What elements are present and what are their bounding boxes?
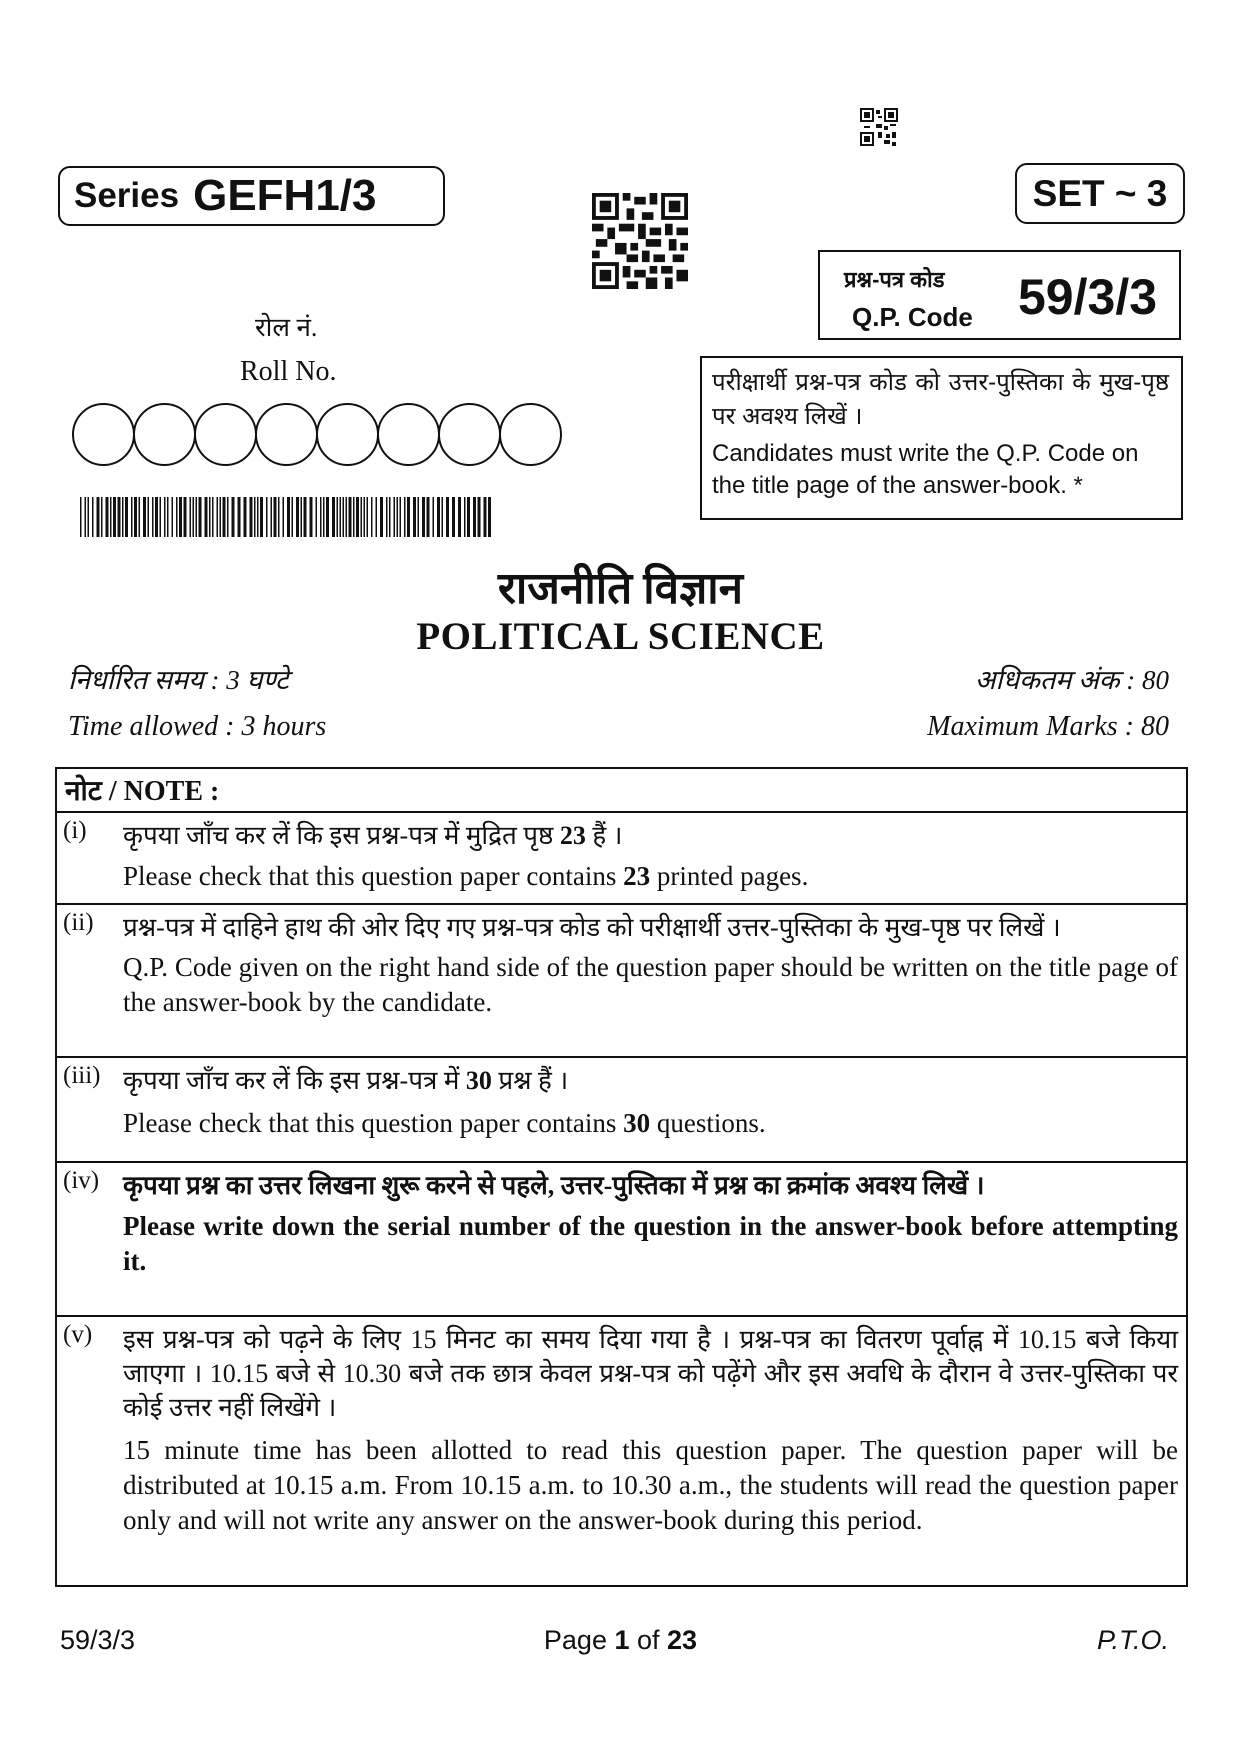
barcode-bar: [254, 497, 256, 537]
barcode-bar: [88, 497, 90, 537]
note-heading: नोट / NOTE :: [57, 769, 1186, 813]
barcode-bar: [139, 497, 141, 537]
please-turn-over: P.T.O.: [1096, 1625, 1169, 1655]
qp-code-label-hindi: प्रश्न-पत्र कोड: [844, 267, 945, 292]
time-allowed-hindi: निर्धारित समय : 3 घण्टे: [68, 665, 289, 695]
barcode-bar: [179, 497, 182, 537]
barcode-bar: [404, 497, 406, 537]
barcode-bar: [488, 497, 491, 537]
roll-number-boxes: [72, 403, 560, 466]
barcode-bar: [271, 497, 273, 537]
barcode-bar: [113, 497, 116, 537]
barcode-bar: [176, 497, 178, 537]
barcode-bar: [223, 497, 226, 537]
roll-digit-box[interactable]: [133, 403, 196, 466]
barcode-bar: [155, 497, 158, 537]
barcode-bar: [394, 497, 396, 537]
barcode-bar: [337, 497, 339, 537]
note-number: (i): [63, 817, 87, 844]
note-text-english: Q.P. Code given on the right hand side of the question paper should be written on the title page of the answer-book by the candidate.: [123, 952, 1178, 1017]
barcode-bar: [478, 497, 481, 537]
qp-code-label: Q.P. Code: [852, 302, 973, 332]
barcode-bar: [257, 497, 259, 537]
set-box: SET ~ 3: [1015, 163, 1185, 224]
barcode-bar: [316, 497, 318, 537]
barcode-bar: [101, 497, 103, 537]
barcode-bar: [371, 497, 373, 537]
note-text-hindi: कृपया जाँच कर लें कि इस प्रश्न-पत्र में मुद्रित पृष्ठ 23 हैं ।: [123, 821, 623, 850]
qp-code-value: 59/3/3: [1018, 269, 1158, 325]
barcode: [80, 497, 500, 537]
series-box: [58, 166, 445, 226]
note-text-hindi: कृपया प्रश्न का उत्तर लिखना शुरू करने से पहले, उत्तर-पुस्तिका में प्रश्न का क्रमांक अवश्य लिखें ।: [123, 1171, 985, 1200]
barcode-bar: [167, 497, 169, 537]
barcode-bar: [232, 497, 235, 537]
roll-number-label-hindi: रोल नं.: [255, 313, 318, 342]
barcode-bar: [122, 497, 124, 537]
note-text-hindi: इस प्रश्न-पत्र को पढ़ने के लिए 15 मिनट का समय दिया गया है । प्रश्न-पत्र का वितरण पूर्वाह्न में 10.15 बजे किया जाएगा । 10.15 बजे से 10.30 बजे तक छात्र केवल प्रश्न-पत्र को पढ़ेंगे और इस अवधि के दौरान वे उत्तर-पुस्तिका पर कोई उत्तर नहीं लिखेंगे ।: [123, 1325, 1178, 1422]
barcode-bar: [118, 497, 121, 537]
barcode-bar: [422, 497, 425, 537]
note-text-hindi: कृपया जाँच कर लें कि इस प्रश्न-पत्र में 30 प्रश्न हैं ।: [123, 1066, 569, 1095]
roll-digit-box[interactable]: [72, 403, 135, 466]
barcode-bar: [407, 497, 410, 537]
barcode-bar: [397, 497, 399, 537]
candidate-note-box: [700, 356, 1183, 520]
barcode-bar: [244, 497, 247, 537]
barcode-bar: [304, 497, 307, 537]
barcode-bar: [92, 497, 94, 537]
time-allowed: Time allowed : 3 hours: [68, 711, 327, 742]
barcode-bar: [80, 497, 82, 537]
note-number: (iv): [63, 1167, 100, 1194]
barcode-bar: [278, 497, 280, 537]
note-table: [55, 767, 1188, 1587]
barcode-bar: [220, 497, 222, 537]
footer-qp-code: 59/3/3: [60, 1625, 136, 1655]
barcode-bar: [287, 497, 290, 537]
barcode-bar: [184, 497, 187, 537]
roll-digit-box[interactable]: [438, 403, 501, 466]
note-text-english: 15 minute time has been allotted to read this question paper. The question paper will be distributed at 10.15 a.m. From 10.15 a.m. to 10.30 a.m., the students will read the question paper only and will not write any answer on the answer-book during this period.: [123, 1435, 1178, 1535]
candidate-note-english: Candidates must write the Q.P. Code on the title page of the answer-book. *: [712, 440, 1139, 499]
barcode-bar: [361, 497, 363, 537]
barcode-bar: [283, 497, 285, 537]
barcode-bar: [364, 497, 366, 537]
barcode-bar: [85, 497, 87, 537]
barcode-bar: [148, 497, 150, 537]
barcode-bar: [400, 497, 402, 537]
barcode-bar: [125, 497, 128, 537]
barcode-bar: [164, 497, 166, 537]
barcode-bar: [97, 497, 100, 537]
barcode-bar: [301, 497, 303, 537]
barcode-bar: [464, 497, 466, 537]
barcode-bar: [418, 497, 420, 537]
note-item: [57, 1058, 1186, 1163]
barcode-bar: [172, 497, 174, 537]
barcode-bar: [484, 497, 487, 537]
barcode-bar: [473, 497, 476, 537]
barcode-bar: [467, 497, 470, 537]
barcode-bar: [274, 497, 277, 537]
barcode-bar: [292, 497, 294, 537]
barcode-bar: [427, 497, 430, 537]
maximum-marks: Maximum Marks : 80: [927, 711, 1169, 742]
barcode-bar: [199, 497, 202, 537]
roll-digit-box[interactable]: [255, 403, 318, 466]
barcode-bar: [106, 497, 109, 537]
note-text-hindi: प्रश्न-पत्र में दाहिने हाथ की ओर दिए गए प्रश्न-पत्र कोड को परीक्षार्थी उत्तर-पुस्तिका के मुख-पृष्ठ पर लिखें ।: [123, 913, 1061, 942]
barcode-bar: [367, 497, 369, 537]
barcode-bar: [250, 497, 253, 537]
barcode-bar: [266, 497, 268, 537]
series-value: GEFH1/3: [193, 171, 377, 220]
barcode-bar: [160, 497, 162, 537]
barcode-bar: [386, 497, 388, 537]
barcode-bar: [442, 497, 444, 537]
barcode-bar: [356, 497, 359, 537]
qp-code-box: [818, 250, 1181, 340]
barcode-bar: [380, 497, 383, 537]
barcode-bar: [332, 497, 335, 537]
subject-title: POLITICAL SCIENCE: [416, 615, 825, 658]
note-item: [57, 1317, 1186, 1585]
barcode-bar: [310, 497, 313, 537]
barcode-bar: [446, 497, 449, 537]
barcode-bar: [437, 497, 440, 537]
barcode-bar: [433, 497, 435, 537]
barcode-bar: [320, 497, 322, 537]
roll-number-label: Roll No.: [240, 356, 337, 387]
note-text-english: Please check that this question paper contains 23 printed pages.: [123, 861, 809, 891]
note-number: (iii): [63, 1062, 101, 1089]
subject-title-hindi: राजनीति विज्ञान: [497, 564, 744, 613]
candidate-note-hindi: परीक्षार्थी प्रश्न-पत्र कोड को उत्तर-पुस्तिका के मुख-पृष्ठ पर अवश्य लिखें ।: [712, 369, 1169, 430]
barcode-bar: [143, 497, 146, 537]
roll-digit-box[interactable]: [499, 403, 562, 466]
note-text-english: Please check that this question paper contains 30 questions.: [123, 1108, 766, 1138]
roll-digit-box[interactable]: [377, 403, 440, 466]
note-number: (v): [63, 1321, 93, 1348]
barcode-bar: [131, 497, 133, 537]
barcode-bar: [340, 497, 342, 537]
barcode-bar: [296, 497, 299, 537]
barcode-bar: [346, 497, 348, 537]
note-text-english: Please write down the serial number of the question in the answer-book before attempting it.: [123, 1211, 1178, 1276]
barcode-bar: [413, 497, 416, 537]
note-item: [57, 813, 1186, 905]
barcode-bar: [196, 497, 198, 537]
barcode-bar: [389, 497, 391, 537]
qr-code: [592, 193, 688, 289]
small-qr-code: [860, 108, 898, 146]
barcode-bar: [110, 497, 112, 537]
barcode-bar: [376, 497, 378, 537]
barcode-bar: [326, 497, 329, 537]
page-number: Page 1 of 23: [543, 1625, 698, 1655]
barcode-bar: [205, 497, 208, 537]
barcode-bar: [227, 497, 229, 537]
barcode-bar: [217, 497, 219, 537]
barcode-bar: [193, 497, 195, 537]
series-label: Series: [74, 176, 180, 215]
barcode-bar: [323, 497, 325, 537]
roll-digit-box[interactable]: [194, 403, 257, 466]
barcode-bar: [343, 497, 345, 537]
barcode-bar: [452, 497, 455, 537]
note-number: (ii): [63, 909, 94, 936]
barcode-bar: [212, 497, 214, 537]
barcode-bar: [238, 497, 241, 537]
barcode-bar: [134, 497, 137, 537]
barcode-bar: [152, 497, 154, 537]
maximum-marks-hindi: अधिकतम अंक : 80: [974, 665, 1169, 695]
note-item: [57, 1163, 1186, 1317]
barcode-bar: [458, 497, 461, 537]
roll-digit-box[interactable]: [316, 403, 379, 466]
barcode-bar: [349, 497, 352, 537]
barcode-bar: [190, 497, 192, 537]
barcode-bar: [353, 497, 355, 537]
barcode-bar: [209, 497, 211, 537]
barcode-bar: [260, 497, 263, 537]
note-item: [57, 905, 1186, 1058]
